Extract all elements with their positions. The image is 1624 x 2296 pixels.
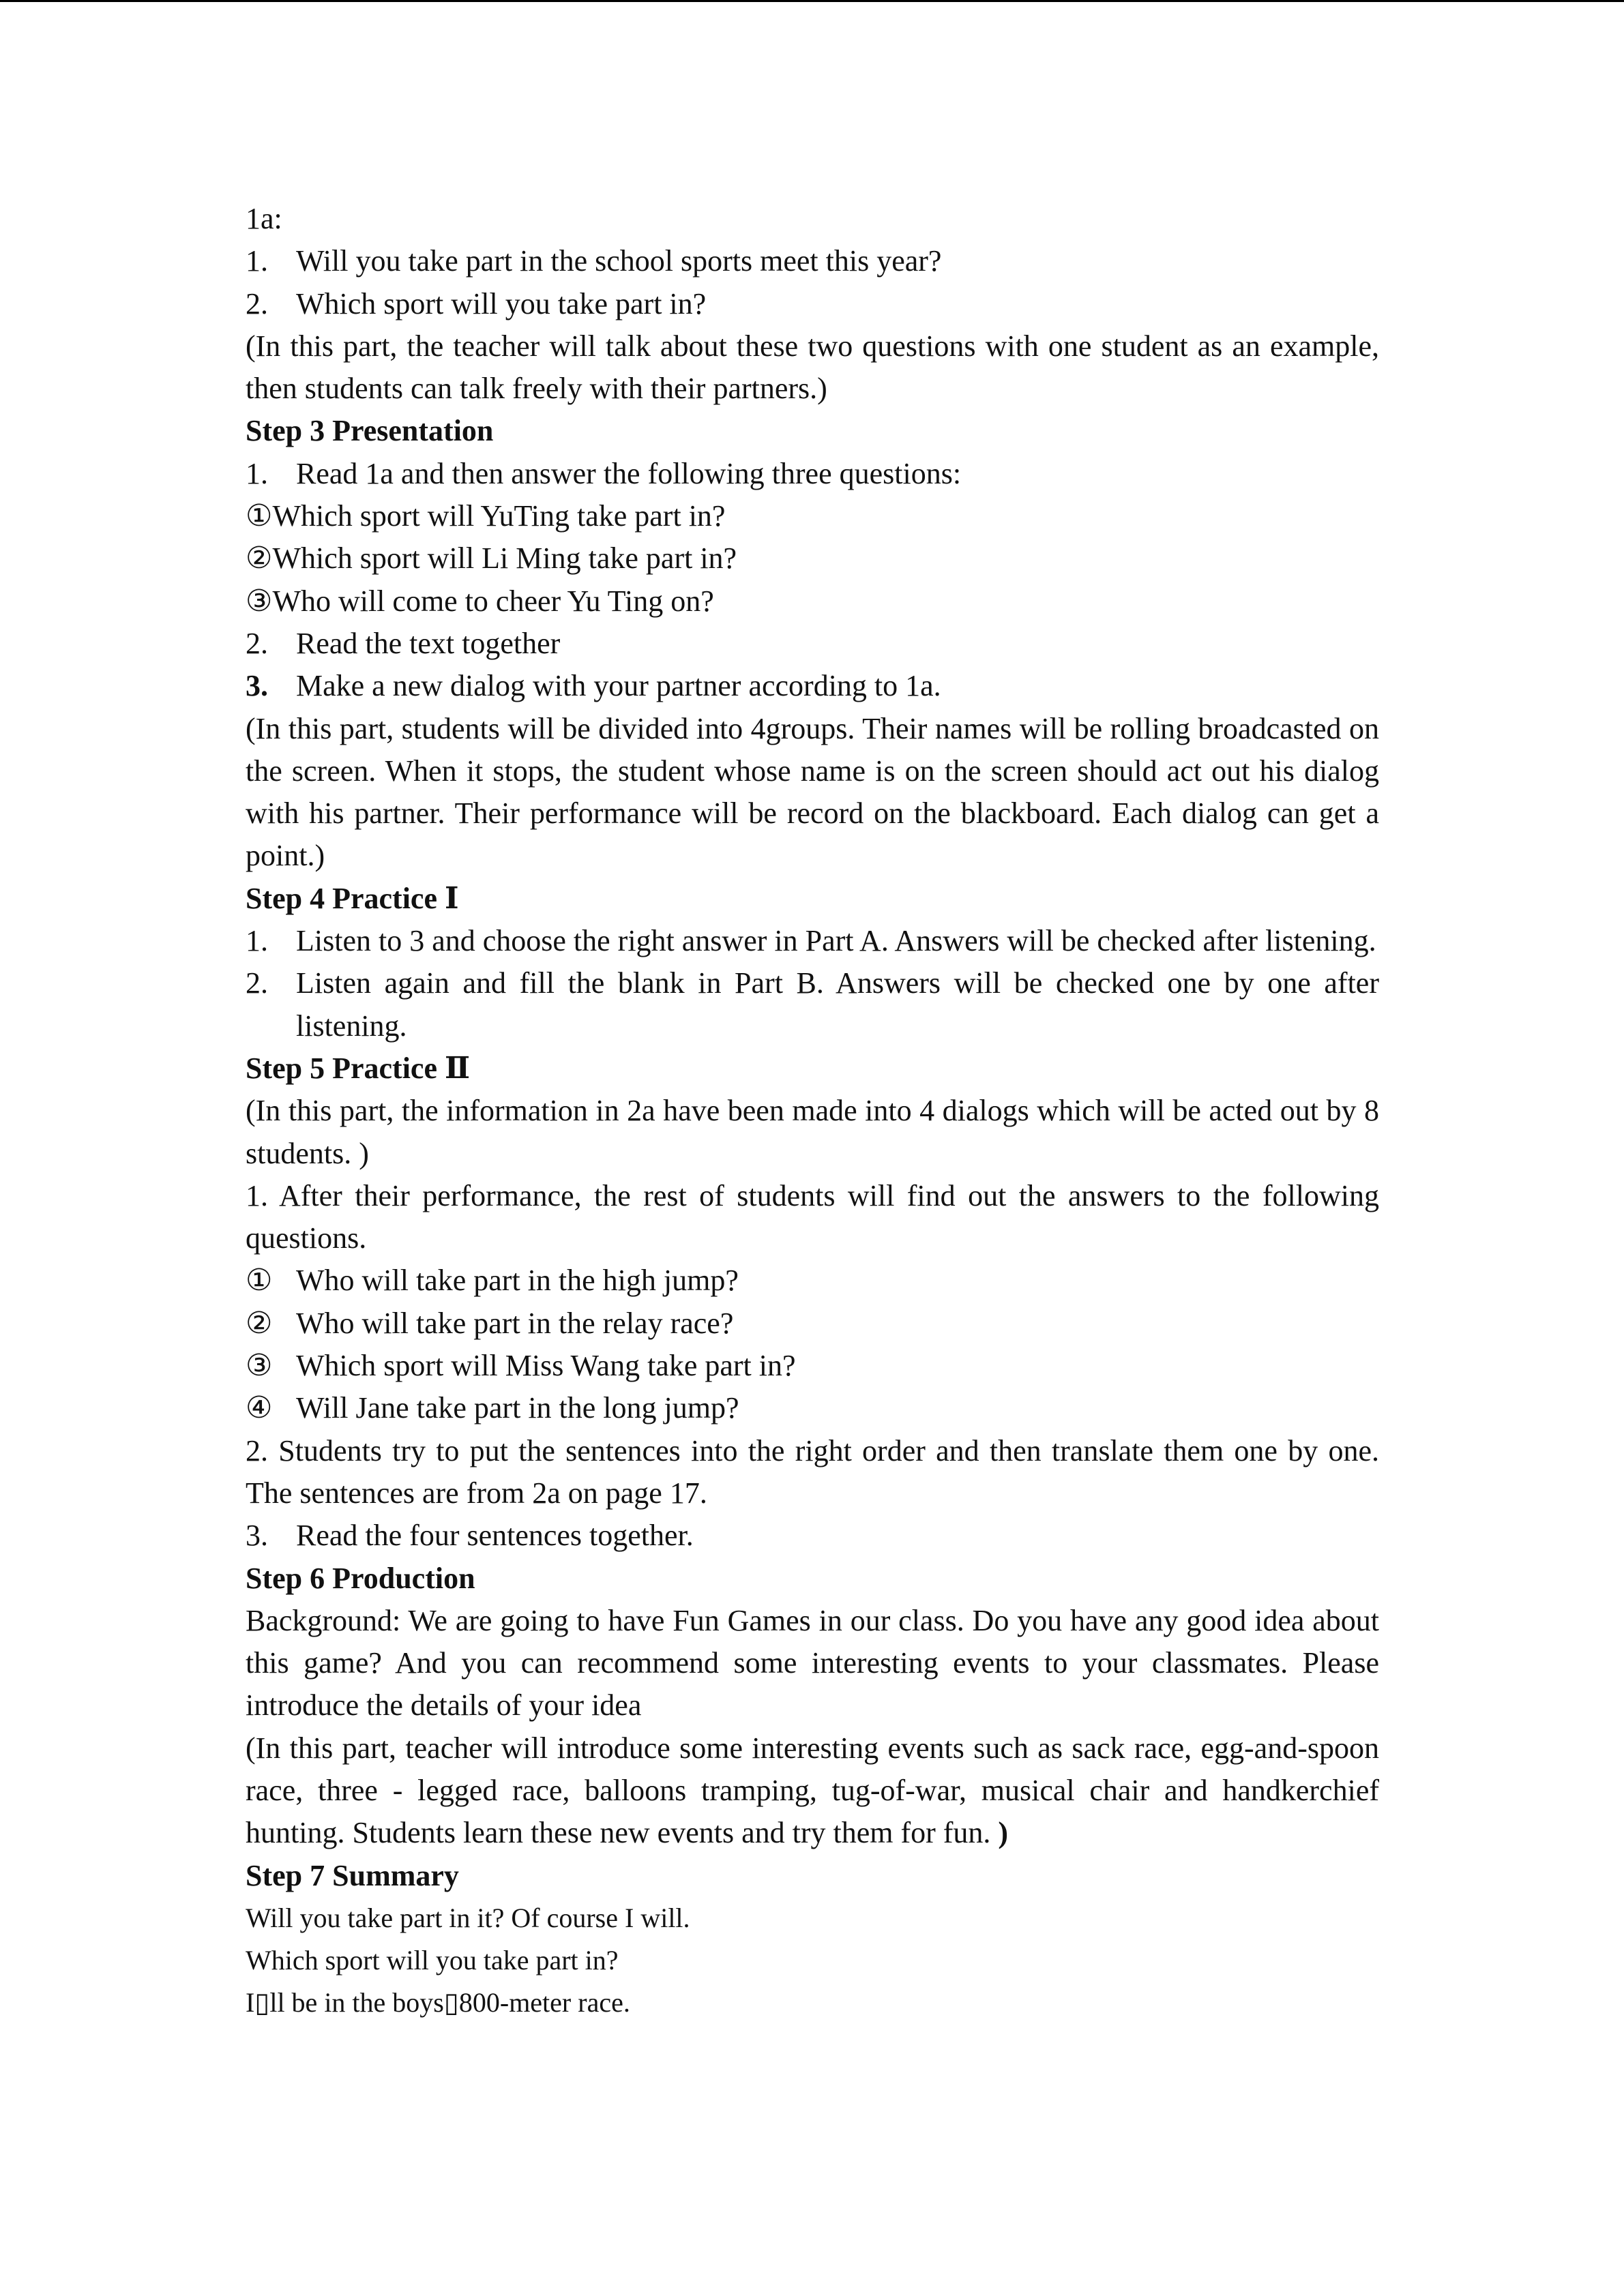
step5-question-1: ① Who will take part in the high jump? (246, 1264, 739, 1298)
step5-heading: Step 5 Practice Ⅱ (246, 1051, 471, 1085)
step3-question-3: ③Who will come to cheer Yu Ting on? (246, 584, 714, 618)
step3-heading: Step 3 Presentation (246, 414, 494, 448)
step6-heading: Step 6 Production (246, 1561, 475, 1595)
document-page (246, 198, 1379, 2025)
step5-item-3: 3. Read the four sentences together. (246, 1519, 694, 1553)
top-border-line (0, 0, 1624, 2)
intro-question-2: 2. Which sport will you take part in? (246, 286, 707, 320)
step4-item-2: 2. Listen again and fill the blank in Part B. Answers will be checked one by one after listening. (246, 966, 1379, 1043)
step5-note: (In this part, the information in 2a have been made into 4 dialogs which will be acted out by 8 students. ) (246, 1094, 1379, 1170)
summary-line-2: Which sport will you take part in? (246, 1945, 619, 1976)
summary-line-3: I▯ll be in the boys▯800-meter race. (246, 1987, 630, 2018)
summary-line-1: Will you take part in it? Of course I will. (246, 1902, 690, 1933)
step3-question-1: ①Which sport will YuTing take part in? (246, 499, 726, 533)
step5-question-3: ③ Which sport will Miss Wang take part in? (246, 1349, 796, 1383)
intro-question-1: 1. Will you take part in the school sports meet this year? (246, 244, 942, 278)
step3-item-2: 2. Read the text together (246, 626, 561, 660)
step3-item-1: 1. Read 1a and then answer the following three questions: (246, 456, 962, 490)
step7-heading: Step 7 Summary (246, 1858, 459, 1892)
step5-question-4: ④ Will Jane take part in the long jump? (246, 1391, 739, 1425)
step4-item-1: 1. Listen to 3 and choose the right answer in Part A. Answers will be checked after listening. (246, 924, 1376, 958)
step5-para-2: 2. Students try to put the sentences into the right order and then translate them one by one. The sentences are from 2a on page 17. (246, 1433, 1379, 1510)
step3-note: (In this part, students will be divided into 4groups. Their names will be rolling broadcasted on the screen. When it stops, the student whose name is on the screen should act out his dialog with his partner. Their performance will be record on the blackboard. Each dialog can get a point.) (246, 711, 1379, 873)
section-label-1a: 1a: (246, 202, 282, 235)
step3-question-2: ②Which sport will Li Ming take part in? (246, 541, 737, 576)
step6-background: Background: We are going to have Fun Games in our class. Do you have any good idea about this game? And you can recommend some interesting events to your classmates. Please introduce the details of your idea (246, 1603, 1379, 1723)
step5-question-2: ② Who will take part in the relay race? (246, 1306, 734, 1340)
step3-item-3: 3. Make a new dialog with your partner according to 1a. (246, 669, 941, 703)
step4-heading: Step 4 Practice Ⅰ (246, 881, 459, 915)
step6-note: (In this part, teacher will introduce some interesting events such as sack race, egg-and-spoon race, three - legged race, balloons tramping, tug-of-war, musical chair and handkerchief hunting. Students learn these new events and try them for fun. ) (246, 1731, 1379, 1850)
intro-note: (In this part, the teacher will talk about these two questions with one student as an example, then students can talk freely with their partners.) (246, 329, 1379, 406)
step5-para-1: 1. After their performance, the rest of students will find out the answers to the following questions. (246, 1178, 1379, 1255)
